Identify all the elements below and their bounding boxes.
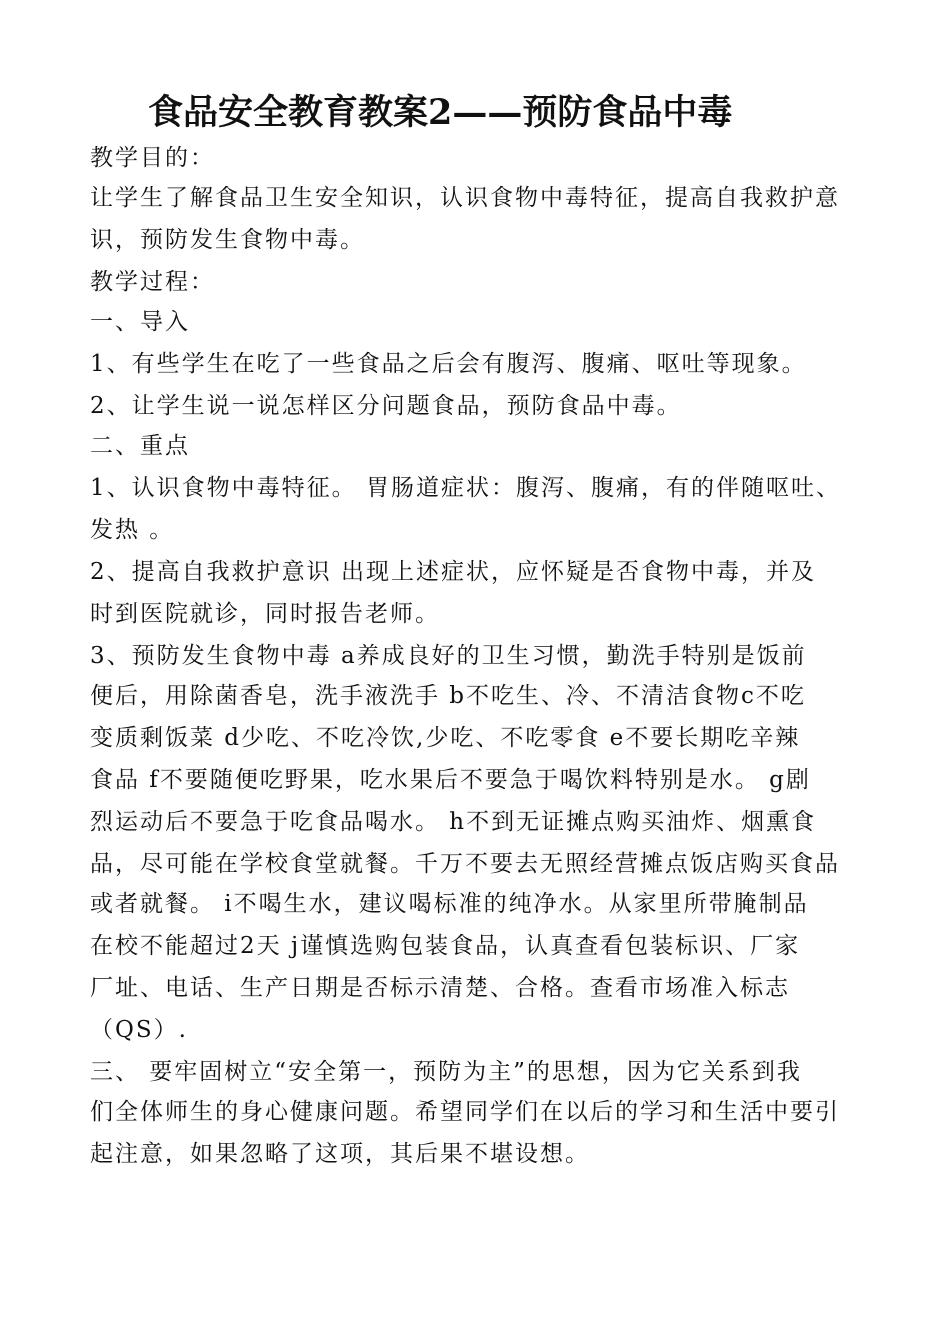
text-line: 在校不能超过2天 j谨慎选购包装食品，认真查看包装标识、厂家	[90, 933, 801, 959]
text-line: 2、提高自我救护意识 出现上述症状，应怀疑是否食物中毒，并及	[90, 559, 816, 585]
text-line: 变质剩饭菜 d少吃、不吃冷饮,少吃、不吃零食 e不要长期吃辛辣	[90, 725, 801, 751]
text-line: 起注意，如果忽略了这项，其后果不堪设想。	[90, 1141, 590, 1167]
text-line: 品，尽可能在学校食堂就餐。千万不要去无照经营摊点饭店购买食品	[90, 851, 840, 877]
text-line: 识，预防发生食物中毒。	[90, 227, 365, 253]
text-line: 发热 。	[90, 517, 175, 543]
text-line: （QS）.	[90, 1017, 188, 1043]
text-line: 2、让学生说一说怎样区分问题食品，预防食品中毒。	[90, 393, 682, 419]
text-line: 食品 f不要随便吃野果，吃水果后不要急于喝饮料特别是水。 g剧	[90, 767, 811, 793]
text-line: 教学目的：	[90, 145, 215, 171]
text-line: 3、预防发生食物中毒 a养成良好的卫生习惯，勤洗手特别是饭前	[90, 643, 807, 669]
text-line: 或者就餐。 i不喝生水，建议喝标准的纯净水。从家里所带腌制品	[90, 891, 809, 917]
text-line: 们全体师生的身心健康问题。希望同学们在以后的学习和生活中要引	[90, 1099, 840, 1125]
text-line: 二、重点	[90, 433, 190, 459]
text-line: 便后，用除菌香皂，洗手液洗手 b不吃生、冷、不清洁食物c不吃	[90, 683, 806, 709]
text-line: 教学过程：	[90, 269, 215, 295]
text-line: 烈运动后不要急于吃食品喝水。 h不到无证摊点购买油炸、烟熏食	[90, 809, 817, 835]
document-title: 食品安全教育教案2——预防食品中毒	[148, 92, 733, 133]
text-line: 三、 要牢固树立“安全第一，预防为主”的思想，因为它关系到我	[90, 1059, 802, 1085]
text-line: 1、有些学生在吃了一些食品之后会有腹泻、腹痛、呕吐等现象。	[90, 351, 807, 377]
text-line: 一、导入	[90, 309, 190, 335]
text-line: 时到医院就诊，同时报告老师。	[90, 601, 440, 627]
text-line: 厂址、电话、生产日期是否标示清楚、合格。查看市场准入标志	[90, 975, 790, 1001]
text-line: 让学生了解食品卫生安全知识，认识食物中毒特征，提高自我救护意	[90, 185, 840, 211]
text-line: 1、认识食物中毒特征。 胃肠道症状：腹泻、腹痛，有的伴随呕吐、	[90, 475, 841, 501]
